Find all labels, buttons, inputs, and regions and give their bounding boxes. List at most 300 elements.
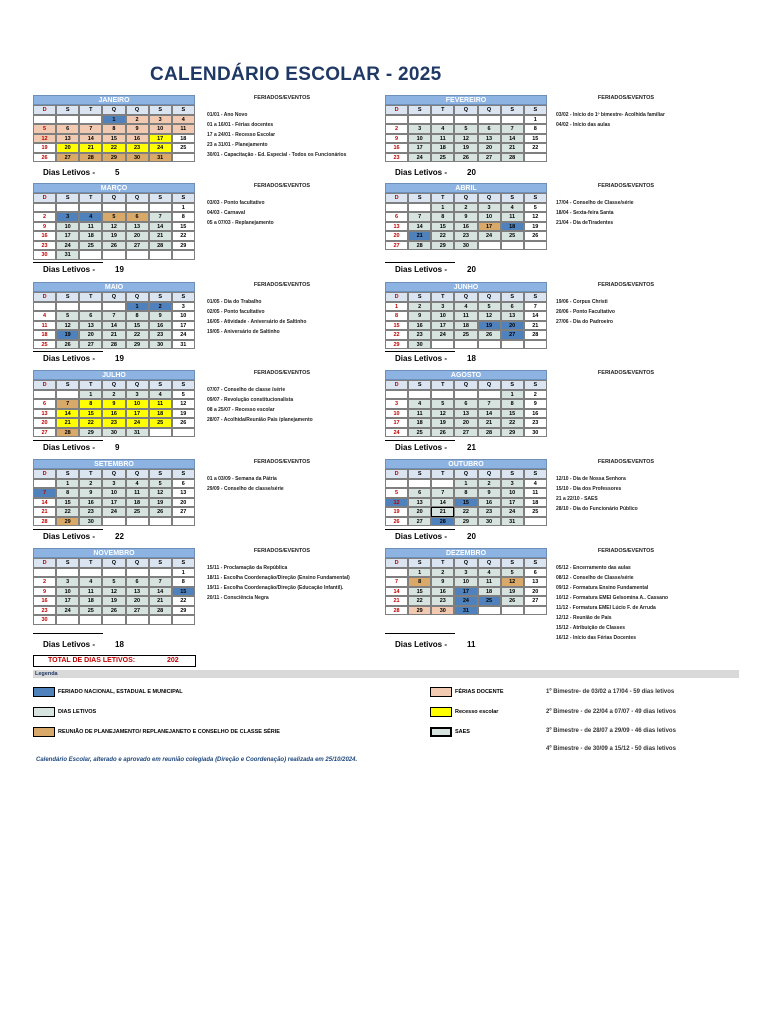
day-cell: 6 [172, 479, 195, 489]
dias-letivos [43, 354, 133, 363]
event-item: 19/06 - Corpus Christi [556, 299, 608, 305]
day-cell: 16 [102, 409, 125, 419]
day-cell: 1 [431, 203, 454, 213]
day-cell: 9 [524, 399, 547, 409]
day-cell: 18 [33, 330, 56, 340]
month-name: AGOSTO [385, 370, 547, 380]
day-cell: 13 [385, 222, 408, 232]
empty-cell [501, 241, 524, 251]
day-cell: 14 [524, 311, 547, 321]
day-cell: 11 [501, 212, 524, 222]
divider [385, 351, 455, 352]
day-cell: 11 [79, 222, 102, 232]
weekday-header [385, 105, 547, 115]
day-cell: 26 [431, 428, 454, 438]
day-cell: 3 [431, 302, 454, 312]
day-cell: 16 [126, 134, 149, 144]
day-cell: 24 [431, 330, 454, 340]
weekday-label: Q [454, 193, 477, 203]
day-cell: 30 [33, 615, 56, 625]
weekday-label: S [524, 105, 547, 115]
week-row [33, 507, 195, 517]
empty-cell [454, 340, 477, 350]
day-cell: 21 [149, 231, 172, 241]
day-cell: 30 [408, 340, 431, 350]
dias-letivos [43, 532, 133, 541]
day-cell: 9 [33, 222, 56, 232]
day-cell: 29 [172, 241, 195, 251]
dias-letivos-value: 5 [115, 168, 120, 177]
day-cell: 25 [524, 507, 547, 517]
weekday-label: D [385, 380, 408, 390]
weekday-label: S [149, 193, 172, 203]
dias-letivos-label: Dias Letivos - [395, 640, 448, 649]
day-cell: 28 [524, 330, 547, 340]
day-cell: 29 [79, 428, 102, 438]
day-cell: 31 [454, 606, 477, 616]
day-cell: 1 [408, 568, 431, 578]
day-cell: 19 [102, 231, 125, 241]
day-cell: 27 [126, 606, 149, 616]
weekday-label: T [431, 105, 454, 115]
day-cell: 15 [79, 409, 102, 419]
day-cell: 27 [56, 153, 79, 163]
day-cell: 15 [56, 498, 79, 508]
day-cell: 10 [408, 134, 431, 144]
weekday-label: Q [454, 558, 477, 568]
day-cell: 28 [478, 428, 501, 438]
day-cell: 16 [79, 498, 102, 508]
event-item: 19/05 - Aniversário de Saltinho [207, 329, 280, 335]
day-cell: 12 [149, 488, 172, 498]
day-cell: 14 [149, 587, 172, 597]
week-row [33, 498, 195, 508]
week-row [385, 418, 547, 428]
event-item: 03/02 - Início do 1º bimestre- Acolhida familiar [556, 112, 665, 118]
weekday-label: T [431, 469, 454, 479]
day-cell: 13 [454, 409, 477, 419]
empty-cell [172, 153, 195, 163]
empty-cell [102, 615, 125, 625]
day-cell: 18 [172, 134, 195, 144]
day-cell: 17 [454, 587, 477, 597]
empty-cell [149, 568, 172, 578]
empty-cell [126, 568, 149, 578]
empty-cell [102, 568, 125, 578]
day-cell: 22 [172, 596, 195, 606]
day-cell: 24 [126, 418, 149, 428]
day-cell: 16 [454, 222, 477, 232]
week-row [33, 418, 195, 428]
events-list [556, 370, 726, 385]
day-cell: 5 [501, 568, 524, 578]
empty-cell [172, 615, 195, 625]
month-name: ABRIL [385, 183, 547, 193]
event-item: 19/11 - Escolha Coordenação/Direção (Educação Infantil). [207, 585, 344, 591]
empty-cell [102, 302, 125, 312]
day-cell: 21 [79, 143, 102, 153]
day-cell: 17 [172, 321, 195, 331]
day-cell: 5 [454, 124, 477, 134]
month-name: SETEMBRO [33, 459, 195, 469]
weekday-label: S [56, 380, 79, 390]
weekday-label: Q [126, 292, 149, 302]
events-header: FERIADOS/EVENTOS [597, 183, 655, 189]
weekday-label: Q [478, 380, 501, 390]
empty-cell [478, 241, 501, 251]
day-cell: 6 [56, 124, 79, 134]
day-cell: 23 [126, 143, 149, 153]
day-cell: 17 [126, 409, 149, 419]
day-cell: 22 [501, 418, 524, 428]
week-row [385, 587, 547, 597]
day-cell: 2 [33, 577, 56, 587]
weekday-header [33, 193, 195, 203]
event-item: 18/04 - Sexta-feira Santa [556, 210, 614, 216]
divider [385, 262, 455, 263]
weekday-label: T [79, 558, 102, 568]
empty-cell [149, 428, 172, 438]
month-name: DEZEMBRO [385, 548, 547, 558]
events-header: FERIADOS/EVENTOS [253, 183, 311, 189]
day-cell: 22 [408, 596, 431, 606]
event-item: 17 a 24/01 - Recesso Escolar [207, 132, 276, 138]
day-cell: 20 [524, 587, 547, 597]
day-cell: 11 [126, 488, 149, 498]
day-cell: 9 [149, 311, 172, 321]
day-cell: 10 [172, 311, 195, 321]
day-cell: 21 [524, 321, 547, 331]
weekday-header [385, 193, 547, 203]
day-cell: 11 [478, 577, 501, 587]
day-cell: 15 [126, 321, 149, 331]
dias-letivos-value: 20 [467, 532, 476, 541]
day-cell: 8 [172, 577, 195, 587]
events-list [207, 370, 377, 425]
weekday-label: Q [126, 469, 149, 479]
day-cell: 4 [454, 302, 477, 312]
legend-swatch-recesso [430, 707, 452, 717]
day-cell: 2 [478, 479, 501, 489]
day-cell: 25 [501, 231, 524, 241]
empty-cell [149, 517, 172, 527]
empty-cell [149, 250, 172, 260]
day-cell: 16 [478, 498, 501, 508]
event-item: 09/12 - Formatura Ensino Fundamental [556, 585, 649, 591]
empty-cell [33, 115, 56, 125]
event-item: 12/12 - Reunião de Pais [556, 615, 612, 621]
week-row [33, 241, 195, 251]
weekday-label: D [385, 558, 408, 568]
day-cell: 11 [524, 488, 547, 498]
day-cell: 15 [431, 222, 454, 232]
empty-cell [33, 568, 56, 578]
day-cell: 3 [172, 302, 195, 312]
events-header: FERIADOS/EVENTOS [253, 548, 311, 554]
events-list [556, 282, 726, 327]
month-agosto [385, 370, 547, 437]
day-cell: 30 [33, 250, 56, 260]
day-cell: 26 [454, 153, 477, 163]
day-cell: 31 [126, 428, 149, 438]
day-cell: 27 [408, 517, 431, 527]
day-cell: 19 [454, 143, 477, 153]
day-cell: 8 [408, 577, 431, 587]
empty-cell [408, 115, 431, 125]
weekday-label: S [172, 292, 195, 302]
dias-letivos-value: 19 [115, 354, 124, 363]
day-cell: 21 [431, 507, 454, 517]
day-cell: 10 [149, 124, 172, 134]
day-cell: 20 [79, 330, 102, 340]
event-item: 28/10 - Dia do Funcionário Público [556, 506, 638, 512]
week-row [33, 212, 195, 222]
day-cell: 24 [385, 428, 408, 438]
day-cell: 14 [431, 498, 454, 508]
day-cell: 2 [149, 302, 172, 312]
day-cell: 30 [102, 428, 125, 438]
weekday-label: S [172, 469, 195, 479]
day-cell: 15 [172, 222, 195, 232]
day-cell: 6 [408, 488, 431, 498]
day-cell: 3 [56, 212, 79, 222]
week-row [33, 390, 195, 400]
day-cell: 21 [501, 143, 524, 153]
empty-cell [56, 302, 79, 312]
bimestre-1: 1º Bimestre- de 03/02 a 17/04 - 59 dias letivos [546, 689, 675, 695]
weekday-label: S [172, 380, 195, 390]
day-cell: 21 [408, 231, 431, 241]
day-cell: 9 [431, 577, 454, 587]
event-item: 21 a 22/10 - SAES [556, 496, 598, 502]
empty-cell [478, 390, 501, 400]
divider [33, 440, 103, 441]
day-cell: 23 [33, 606, 56, 616]
event-item: 04/03 - Carnaval [207, 210, 246, 216]
week-row [33, 222, 195, 232]
divider [385, 440, 455, 441]
weekday-label: Q [478, 105, 501, 115]
day-cell: 18 [431, 143, 454, 153]
day-cell: 9 [33, 587, 56, 597]
weekday-header [33, 292, 195, 302]
week-row [385, 577, 547, 587]
day-cell: 2 [126, 115, 149, 125]
empty-cell [501, 340, 524, 350]
empty-cell [79, 568, 102, 578]
month-janeiro [33, 95, 195, 162]
day-cell: 5 [102, 212, 125, 222]
day-cell: 20 [126, 231, 149, 241]
legend-saes: SAES [455, 729, 470, 735]
day-cell: 15 [172, 587, 195, 597]
weekday-label: T [431, 193, 454, 203]
day-cell: 17 [149, 134, 172, 144]
empty-cell [126, 250, 149, 260]
day-cell: 30 [126, 153, 149, 163]
weekday-label: T [431, 558, 454, 568]
event-item: 01/01 - Ano Novo [207, 112, 248, 118]
day-cell: 28 [33, 517, 56, 527]
weekday-label: Q [454, 292, 477, 302]
legend-feriado: FERIADO NACIONAL, ESTADUAL E MUNICIPAL [58, 689, 183, 695]
event-item: 01 a 03/09 - Semana da Pátria [207, 476, 277, 482]
empty-cell [172, 428, 195, 438]
day-cell: 24 [102, 507, 125, 517]
month-março [33, 183, 195, 260]
day-cell: 1 [501, 390, 524, 400]
day-cell: 29 [102, 153, 125, 163]
day-cell: 11 [79, 587, 102, 597]
week-row [385, 596, 547, 606]
weekday-label: Q [102, 193, 125, 203]
empty-cell [385, 390, 408, 400]
day-cell: 23 [79, 507, 102, 517]
day-cell: 14 [478, 409, 501, 419]
day-cell: 13 [501, 311, 524, 321]
weekday-label: D [33, 292, 56, 302]
day-cell: 30 [149, 340, 172, 350]
day-cell: 22 [524, 143, 547, 153]
day-cell: 13 [126, 587, 149, 597]
day-cell: 30 [454, 241, 477, 251]
day-cell: 19 [431, 418, 454, 428]
event-item: 17/04 - Conselho de Classe/série [556, 200, 634, 206]
day-cell: 15 [408, 587, 431, 597]
day-cell: 25 [79, 241, 102, 251]
month-novembro [33, 548, 195, 625]
weekday-label: D [33, 193, 56, 203]
dias-letivos [43, 443, 133, 452]
month-name: JULHO [33, 370, 195, 380]
day-cell: 6 [79, 311, 102, 321]
day-cell: 1 [56, 479, 79, 489]
empty-cell [431, 340, 454, 350]
day-cell: 3 [102, 479, 125, 489]
day-cell: 25 [454, 330, 477, 340]
day-cell: 30 [431, 606, 454, 616]
day-cell: 17 [385, 418, 408, 428]
weekday-label: Q [102, 292, 125, 302]
weekday-label: S [501, 292, 524, 302]
day-cell: 13 [33, 409, 56, 419]
day-cell: 16 [385, 143, 408, 153]
day-cell: 7 [431, 488, 454, 498]
dias-letivos [43, 640, 133, 649]
day-cell: 28 [149, 241, 172, 251]
day-cell: 10 [102, 488, 125, 498]
day-cell: 25 [408, 428, 431, 438]
day-cell: 17 [408, 143, 431, 153]
dias-letivos [43, 168, 133, 177]
day-cell: 16 [408, 321, 431, 331]
empty-cell [126, 517, 149, 527]
day-cell: 2 [102, 390, 125, 400]
day-cell: 21 [56, 418, 79, 428]
month-julho [33, 370, 195, 437]
day-cell: 31 [149, 153, 172, 163]
dias-letivos-label: Dias Letivos - [395, 265, 448, 274]
weekday-header [385, 469, 547, 479]
week-row [385, 212, 547, 222]
day-cell: 28 [149, 606, 172, 616]
month-maio [33, 282, 195, 349]
day-cell: 2 [524, 390, 547, 400]
day-cell: 12 [102, 587, 125, 597]
week-row [385, 115, 547, 125]
day-cell: 27 [79, 340, 102, 350]
legend-ferias: FÉRIAS DOCENTE [455, 689, 504, 695]
day-cell: 6 [478, 124, 501, 134]
day-cell: 22 [79, 418, 102, 428]
total-label: TOTAL DE DIAS LETIVOS: [48, 657, 136, 664]
day-cell: 14 [102, 321, 125, 331]
weekday-label: Q [102, 469, 125, 479]
event-item: 27/06 - Dia do Padroeiro [556, 319, 613, 325]
day-cell: 12 [454, 134, 477, 144]
day-cell: 4 [79, 577, 102, 587]
event-item: 01/05 - Dia do Trabalho [207, 299, 262, 305]
day-cell: 28 [102, 340, 125, 350]
day-cell: 3 [454, 568, 477, 578]
day-cell: 29 [408, 606, 431, 616]
week-row [33, 340, 195, 350]
weekday-label: S [501, 193, 524, 203]
weekday-label: S [56, 558, 79, 568]
day-cell: 17 [102, 498, 125, 508]
events-list [207, 459, 377, 494]
day-cell: 28 [431, 517, 454, 527]
day-cell: 1 [524, 115, 547, 125]
day-cell: 25 [79, 606, 102, 616]
empty-cell [385, 203, 408, 213]
day-cell: 23 [33, 241, 56, 251]
day-cell: 1 [454, 479, 477, 489]
empty-cell [478, 606, 501, 616]
day-cell: 18 [79, 596, 102, 606]
day-cell: 8 [126, 311, 149, 321]
empty-cell [385, 568, 408, 578]
day-cell: 14 [385, 587, 408, 597]
divider [33, 633, 103, 634]
month-name: NOVEMBRO [33, 548, 195, 558]
week-row [33, 153, 195, 163]
event-item: 05/12 - Encerramento das aulas [556, 565, 631, 571]
day-cell: 11 [149, 399, 172, 409]
day-cell: 27 [33, 428, 56, 438]
empty-cell [524, 606, 547, 616]
day-cell: 26 [385, 517, 408, 527]
empty-cell [79, 302, 102, 312]
day-cell: 27 [524, 596, 547, 606]
weekday-label: T [79, 105, 102, 115]
week-row [33, 615, 195, 625]
day-cell: 22 [126, 330, 149, 340]
empty-cell [385, 115, 408, 125]
event-item: 21/04 - Dia deTiradentes [556, 220, 614, 226]
day-cell: 6 [385, 212, 408, 222]
day-cell: 16 [149, 321, 172, 331]
weekday-label: S [501, 558, 524, 568]
dias-letivos-value: 18 [115, 640, 124, 649]
total-dias-letivos [33, 655, 196, 667]
events-list [207, 95, 377, 160]
event-item: 16/05 - Atividade - Aniversário de Saltinho [207, 319, 307, 325]
day-cell: 12 [385, 498, 408, 508]
day-cell: 7 [385, 577, 408, 587]
day-cell: 19 [149, 498, 172, 508]
dias-letivos-label: Dias Letivos - [395, 168, 448, 177]
